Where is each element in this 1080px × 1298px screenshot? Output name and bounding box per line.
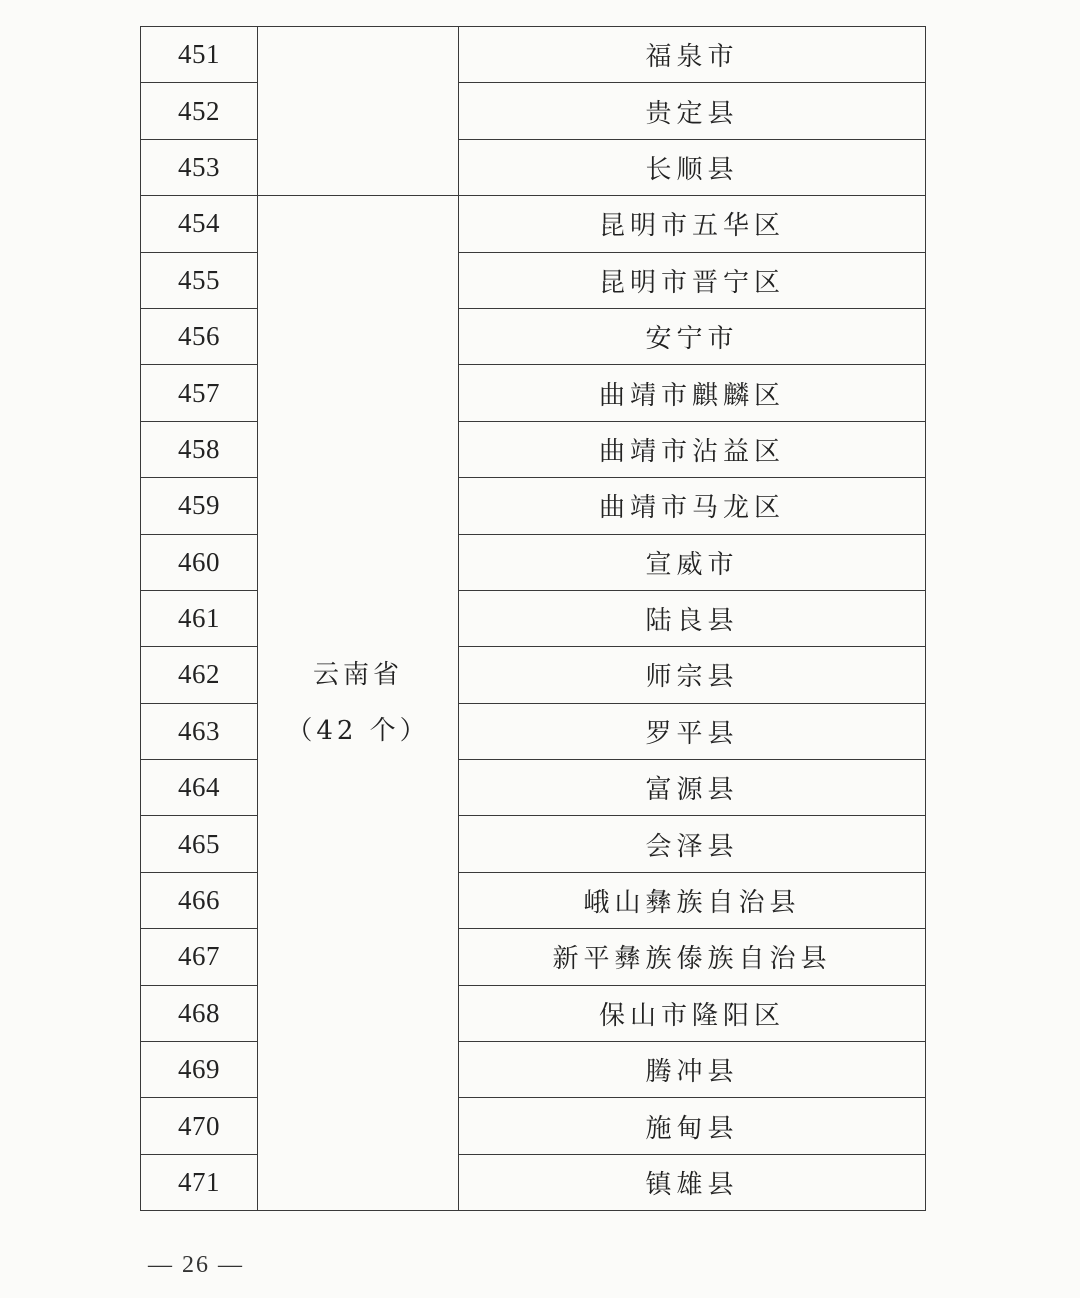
county-name-cell: 曲靖市马龙区: [459, 478, 926, 534]
table-row: [141, 196, 926, 252]
row-number-cell: 459: [141, 478, 258, 534]
row-number-cell: 461: [141, 590, 258, 646]
county-name-cell: 会泽县: [459, 816, 926, 872]
county-list-table: [140, 26, 926, 1211]
province-label: [258, 647, 458, 759]
row-number-cell: 468: [141, 985, 258, 1041]
row-number-cell: 467: [141, 929, 258, 985]
row-number-cell: 462: [141, 647, 258, 703]
county-name-cell: 福泉市: [459, 27, 926, 83]
province-count: （42 个）: [286, 716, 430, 747]
table-row: [141, 27, 926, 83]
row-number-cell: 454: [141, 196, 258, 252]
table-body: [141, 27, 926, 1211]
row-number-cell: 469: [141, 1042, 258, 1098]
row-number-cell: 465: [141, 816, 258, 872]
county-name-cell: 昆明市晋宁区: [459, 252, 926, 308]
county-name-cell: 贵定县: [459, 83, 926, 139]
county-name-cell: 长顺县: [459, 139, 926, 195]
row-number-cell: 451: [141, 27, 258, 83]
county-name-cell: 保山市隆阳区: [459, 985, 926, 1041]
row-number-cell: 470: [141, 1098, 258, 1154]
page-number: — 26 —: [148, 1252, 244, 1278]
province-name: 云南省: [312, 660, 403, 691]
county-name-cell: 新平彝族傣族自治县: [459, 929, 926, 985]
county-name-cell: 师宗县: [459, 647, 926, 703]
county-name-cell: 陆良县: [459, 590, 926, 646]
row-number-cell: 458: [141, 421, 258, 477]
county-name-cell: 昆明市五华区: [459, 196, 926, 252]
county-name-cell: 曲靖市沾益区: [459, 421, 926, 477]
row-number-cell: 455: [141, 252, 258, 308]
row-number-cell: 460: [141, 534, 258, 590]
county-name-cell: 镇雄县: [459, 1154, 926, 1210]
county-name-cell: 宣威市: [459, 534, 926, 590]
row-number-cell: 464: [141, 760, 258, 816]
county-name-cell: 峨山彝族自治县: [459, 872, 926, 928]
province-cell: [258, 196, 459, 1211]
county-name-cell: 腾冲县: [459, 1042, 926, 1098]
row-number-cell: 463: [141, 703, 258, 759]
row-number-cell: 453: [141, 139, 258, 195]
county-name-cell: 施甸县: [459, 1098, 926, 1154]
row-number-cell: 452: [141, 83, 258, 139]
province-cell: [258, 27, 459, 196]
row-number-cell: 457: [141, 365, 258, 421]
county-name-cell: 罗平县: [459, 703, 926, 759]
row-number-cell: 471: [141, 1154, 258, 1210]
county-name-cell: 安宁市: [459, 308, 926, 364]
county-name-cell: 曲靖市麒麟区: [459, 365, 926, 421]
row-number-cell: 466: [141, 872, 258, 928]
row-number-cell: 456: [141, 308, 258, 364]
county-name-cell: 富源县: [459, 760, 926, 816]
